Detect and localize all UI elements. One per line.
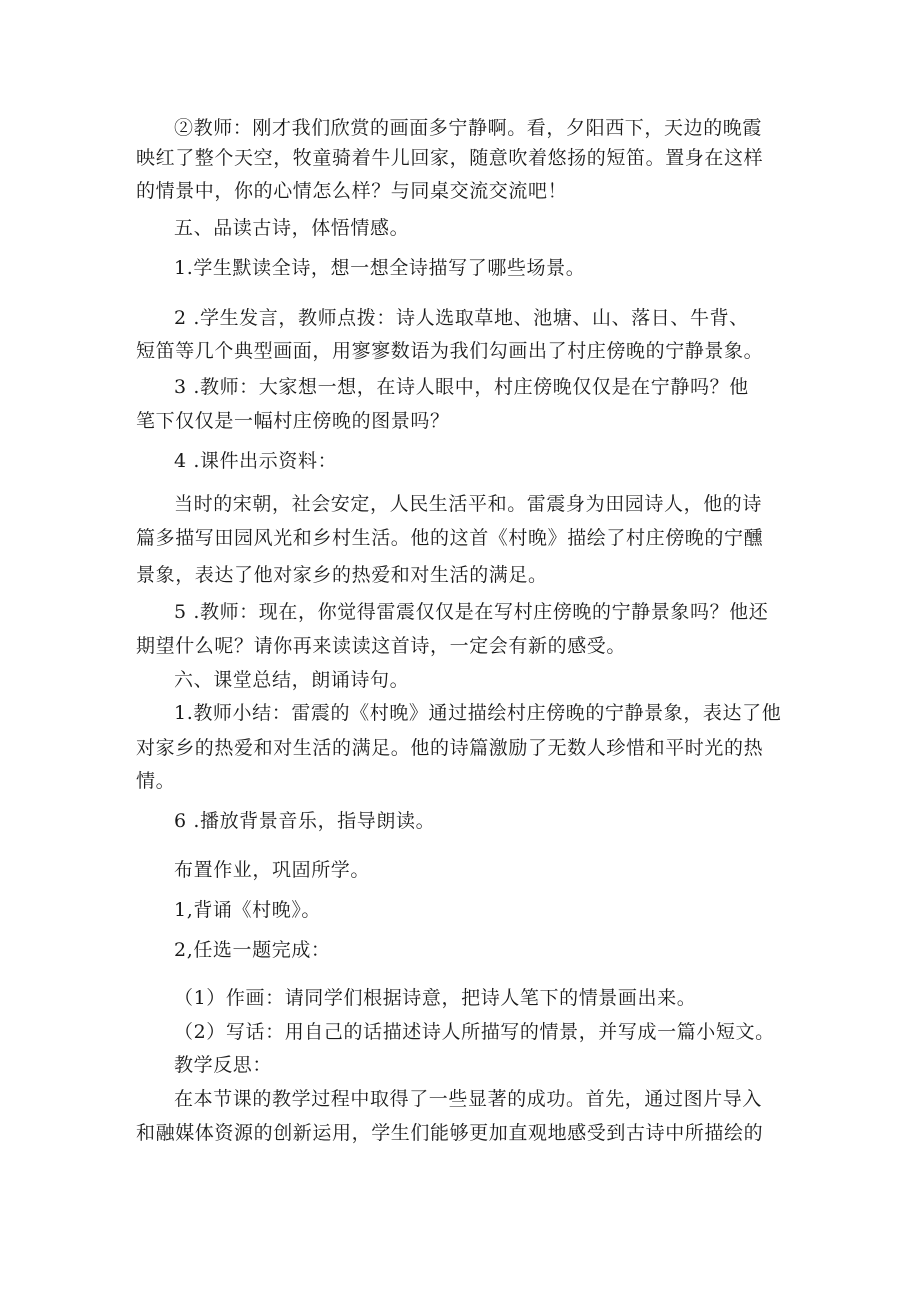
text-line: 3 .教师：大家想一想，在诗人眼中，村庄傍晚仅仅是在宁静吗？他 [174, 376, 749, 398]
text-line: （1）作画：请同学们根据诗意，把诗人笔下的情景画出来。 [174, 987, 697, 1009]
text-line: 的情景中，你的心情怎么样？与同桌交流交流吧！ [136, 180, 568, 202]
text-line: 2 .学生发言，教师点拨：诗人选取草地、池塘、山、落日、牛背、 [174, 307, 749, 329]
text-line: 1,背诵《村晚》。 [174, 899, 322, 921]
text-line: 4 .课件出示资料： [174, 450, 338, 472]
text-line: 5 .教师：现在，你觉得雷震仅仅是在写村庄傍晚的宁静景象吗？他还 [174, 601, 769, 623]
text-line: 和融媒体资源的创新运用，学生们能够更加直观地感受到古诗中所描绘的 [136, 1122, 764, 1144]
text-line: 对家乡的热爱和对生活的满足。他的诗篇激励了无数人珍惜和平时光的热 [136, 737, 764, 759]
text-line: （2）写话：用自己的话描述诗人所描写的情景，并写成一篇小短文。 [174, 1021, 775, 1043]
text-line: 1.学生默读全诗，想一想全诗描写了哪些场景。 [174, 257, 586, 279]
text-line: ②教师：刚才我们欣赏的画面多宁静啊。看，夕阳西下，天边的晚霞 [174, 117, 763, 139]
text-line: 短笛等几个典型画面，用寥寥数语为我们勾画出了村庄傍晚的宁静景象。 [136, 340, 764, 362]
text-line: 1.教师小结：雷震的《村晚》通过描绘村庄傍晚的宁静景象，表达了他 [174, 702, 782, 724]
text-line: 在本节课的教学过程中取得了一些显著的成功。首先，通过图片导入 [174, 1088, 763, 1110]
text-line: 映红了整个天空，牧童骑着牛儿回家，随意吹着悠扬的短笛。置身在这样 [136, 147, 764, 169]
text-line: 景象，表达了他对家乡的热爱和对生活的满足。 [136, 564, 548, 586]
text-line: 期望什么呢？请你再来读读这首诗，一定会有新的感受。 [136, 635, 627, 657]
text-line: 2,任选一题完成： [174, 939, 331, 961]
text-line: 笔下仅仅是一幅村庄傍晚的图景吗？ [136, 410, 450, 432]
text-line: 6 .播放背景音乐，指导朗读。 [174, 810, 436, 832]
section-heading: 教学反思： [174, 1054, 273, 1076]
text-line: 篇多描写田园风光和乡村生活。他的这首《村晚》描绘了村庄傍晚的宁醺 [136, 527, 764, 549]
text-line: 当时的宋朝，社会安定，人民生活平和。雷震身为田园诗人，他的诗 [174, 493, 763, 515]
text-line: 布置作业，巩固所学。 [174, 859, 371, 881]
section-heading: 六、课堂总结，朗诵诗句。 [174, 669, 410, 691]
section-heading: 五、品读古诗，体悟情感。 [174, 217, 410, 239]
text-line: 情。 [136, 770, 176, 792]
